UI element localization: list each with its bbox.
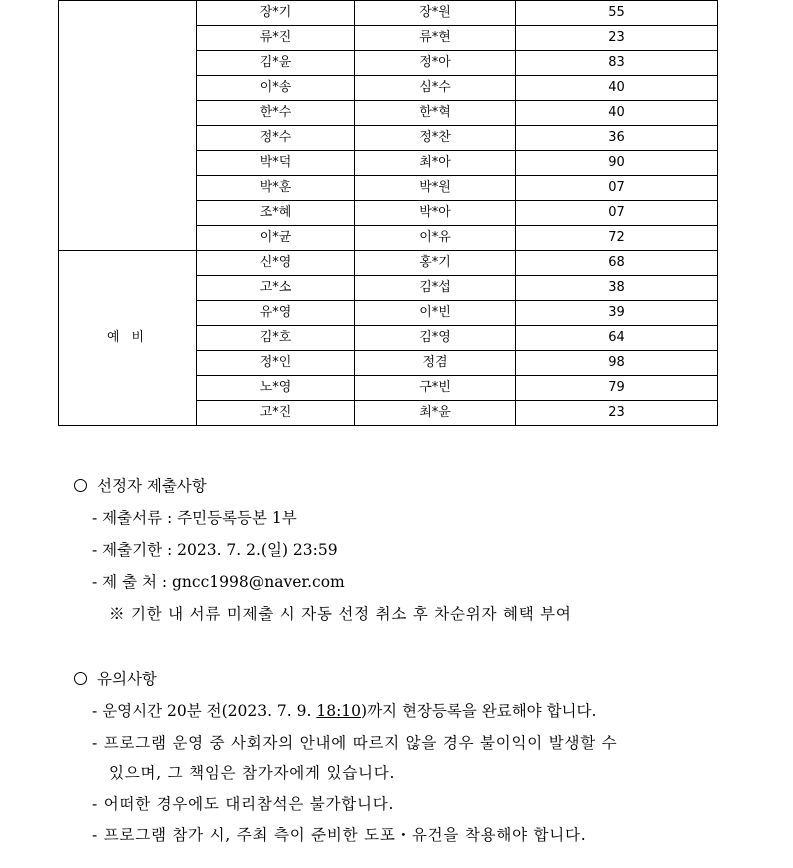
participant-table-body	[59, 1, 718, 426]
name-cell-b: 박*원	[355, 176, 516, 201]
circle-bullet-icon	[74, 672, 87, 685]
name-cell-b: 홍*기	[355, 251, 516, 276]
name-cell-b: 한*혁	[355, 101, 516, 126]
name-cell-a: 노*영	[197, 376, 355, 401]
notice-item-registration-pre: - 운영시간 20분 전(2023. 7. 9.	[92, 702, 317, 720]
notice-heading-text: 유의사항	[97, 670, 157, 688]
notice-item-attire: - 프로그램 참가 시, 주최 측이 준비한 도포・유건을 착용해야 합니다.	[92, 826, 587, 844]
name-cell-a: 정*수	[197, 126, 355, 151]
name-cell-b: 류*현	[355, 26, 516, 51]
notice-item-registration-post: )까지 현장등록을 완료해야 합니다.	[361, 702, 597, 720]
name-cell-a: 장*기	[197, 1, 355, 26]
name-cell-a: 유*영	[197, 301, 355, 326]
number-cell: 23	[516, 401, 718, 426]
submission-email: - 제 출 처 : gncc1998@naver.com	[92, 573, 345, 591]
name-cell-a: 고*진	[197, 401, 355, 426]
participant-table	[58, 0, 718, 426]
notice-item-conduct-cont: 있으며, 그 책임은 참가자에게 있습니다.	[109, 764, 396, 782]
submission-deadline: - 제출기한 : 2023. 7. 2.(일) 23:59	[92, 541, 338, 559]
name-cell-b: 박*아	[355, 201, 516, 226]
number-cell: 83	[516, 51, 718, 76]
notice-item-proxy: - 어떠한 경우에도 대리참석은 불가합니다.	[92, 795, 395, 813]
number-cell: 07	[516, 176, 718, 201]
number-cell: 07	[516, 201, 718, 226]
number-cell: 23	[516, 26, 718, 51]
number-cell: 68	[516, 251, 718, 276]
notice-heading	[74, 667, 157, 689]
number-cell: 38	[516, 276, 718, 301]
notice-item-registration	[92, 699, 596, 721]
number-cell: 36	[516, 126, 718, 151]
name-cell-a: 이*송	[197, 76, 355, 101]
name-cell-a: 김*호	[197, 326, 355, 351]
number-cell: 72	[516, 226, 718, 251]
name-cell-a: 조*혜	[197, 201, 355, 226]
number-cell: 39	[516, 301, 718, 326]
name-cell-a: 김*윤	[197, 51, 355, 76]
submission-heading-text: 선정자 제출사항	[97, 477, 207, 495]
number-cell: 64	[516, 326, 718, 351]
name-cell-a: 신*영	[197, 251, 355, 276]
name-cell-b: 최*아	[355, 151, 516, 176]
name-cell-b: 심*수	[355, 76, 516, 101]
name-cell-b: 김*영	[355, 326, 516, 351]
name-cell-a: 한*수	[197, 101, 355, 126]
name-cell-b: 최*윤	[355, 401, 516, 426]
circle-bullet-icon	[74, 479, 87, 492]
name-cell-a: 정*인	[197, 351, 355, 376]
group-label-cell	[59, 1, 197, 251]
name-cell-a: 이*균	[197, 226, 355, 251]
notice-item-registration-time: 18:10	[316, 702, 362, 720]
name-cell-a: 고*소	[197, 276, 355, 301]
name-cell-b: 구*빈	[355, 376, 516, 401]
name-cell-b: 정*찬	[355, 126, 516, 151]
number-cell: 40	[516, 76, 718, 101]
number-cell: 55	[516, 1, 718, 26]
name-cell-b: 이*유	[355, 226, 516, 251]
group-label-cell: 예 비	[59, 251, 197, 426]
table-row	[59, 1, 718, 26]
name-cell-b: 장*원	[355, 1, 516, 26]
number-cell: 79	[516, 376, 718, 401]
name-cell-b: 정*아	[355, 51, 516, 76]
submission-note: ※ 기한 내 서류 미제출 시 자동 선정 취소 후 차순위자 혜택 부여	[109, 605, 572, 623]
name-cell-b: 김*섭	[355, 276, 516, 301]
name-cell-b: 이*빈	[355, 301, 516, 326]
name-cell-a: 박*훈	[197, 176, 355, 201]
name-cell-b: 정겸	[355, 351, 516, 376]
table-row	[59, 251, 718, 276]
number-cell: 98	[516, 351, 718, 376]
number-cell: 40	[516, 101, 718, 126]
number-cell: 90	[516, 151, 718, 176]
name-cell-a: 류*진	[197, 26, 355, 51]
submission-heading	[74, 474, 207, 496]
submission-docs: - 제출서류 : 주민등록등본 1부	[92, 509, 297, 527]
name-cell-a: 박*덕	[197, 151, 355, 176]
notice-item-conduct: - 프로그램 운영 중 사회자의 안내에 따르지 않을 경우 불이익이 발생할 수	[92, 734, 618, 752]
